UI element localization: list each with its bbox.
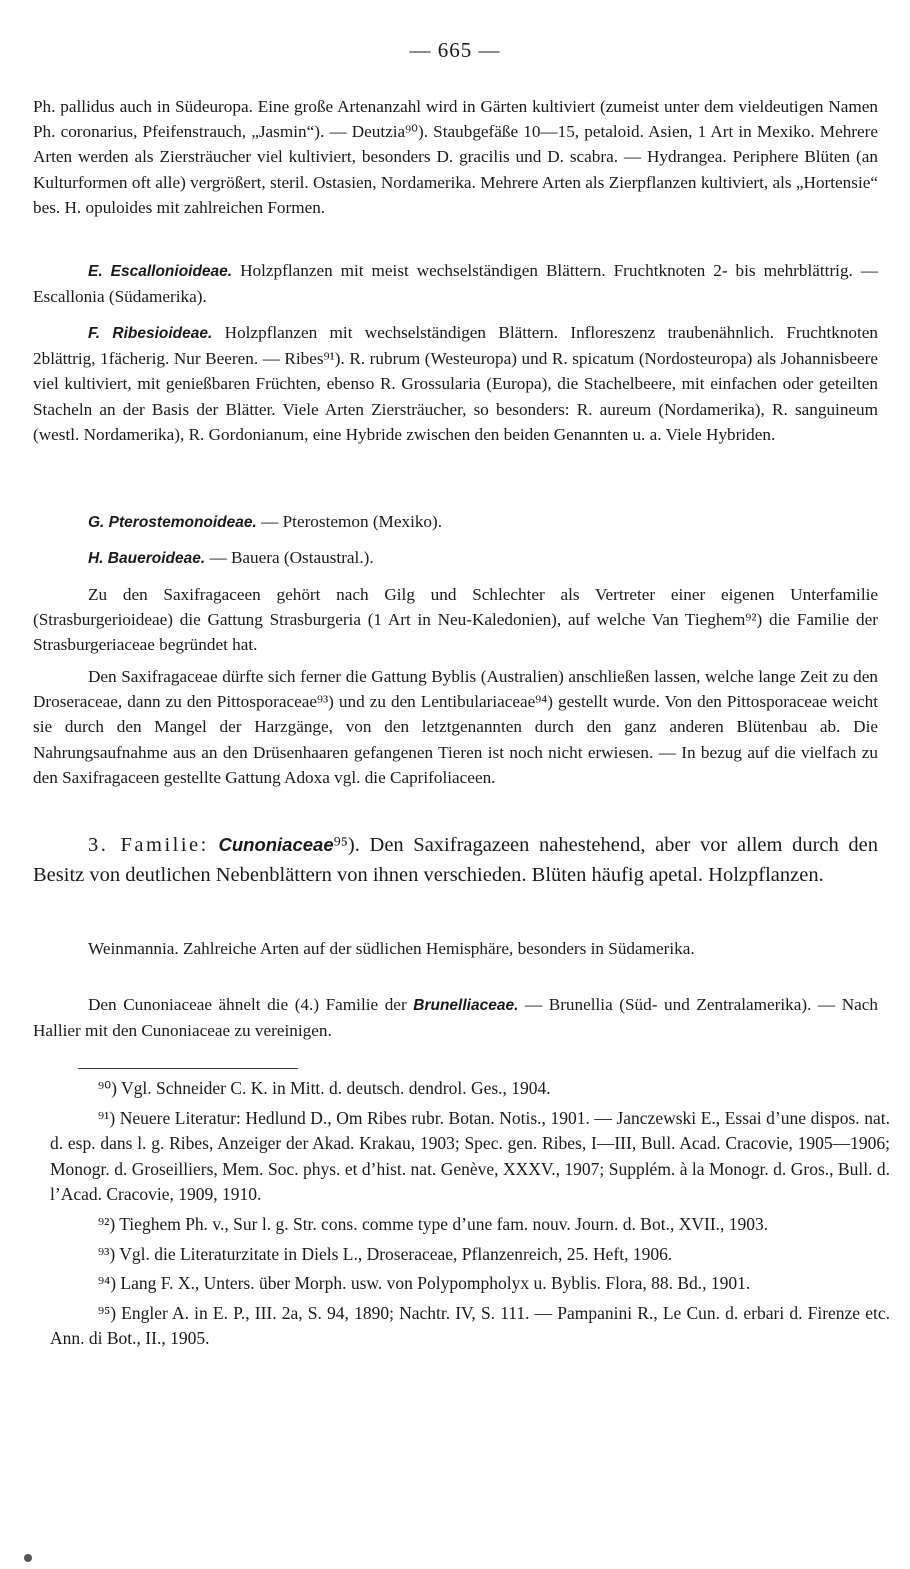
subfamily-label: H. Baueroideae. (88, 550, 206, 567)
footnote-92: ⁹²) Tieghem Ph. v., Sur l. g. Str. cons. comme type d’une fam. nouv. Journ. d. Bot., XVII., 1903. (98, 1213, 769, 1234)
family-heading-cunoniaceae (33, 830, 878, 890)
footnote-divider (78, 1068, 298, 1069)
subfamily-escallonioideae (33, 258, 878, 309)
paragraph-byblis: Den Saxifragaceae dürfte sich ferner die Gattung Byblis (Australien) anschließen lassen, welche lange Zeit zu den Droseraceae, dann zu den Pittosporaceae⁹³) und zu den Lentibulariaceae⁹⁴) gestellt wurde. Von den Pittosporaceae weicht sie durch den Mangel der Harzgänge, von den letztgenannten durch den ganz anderen Blütenbau ab. Die Nahrungsaufnahme aus an den Drüsenhaaren gefangenen Tieren ist noch nicht erwiesen. — In bezug auf die vielfach zu den Saxifragaceen gestellte Gattung Adoxa vgl. die Caprifoliaceen. (33, 667, 878, 787)
page-number: — 665 — (409, 38, 501, 62)
brunellia-text-2: — Brunellia (Süd- und Zentralamerika). — Nach Hallier mit den Cunoniaceae zu vereinigen. (33, 995, 879, 1041)
subfamily-text: — Bauera (Ostaustral.). (209, 548, 374, 567)
family-description: ⁹⁵). Den Saxifragazeen nahestehend, aber vor allem durch den Besitz von deutlichen Nebenblättern von ihnen verschieden. Blüten häufig apetal. Holzpflanzen. (33, 834, 879, 886)
footnotes (50, 1076, 890, 1356)
paragraph-strasburgeria: Zu den Saxifragaceen gehört nach Gilg und Schlechter als Vertreter einer eigenen Unterfamilie (Strasburgerioideae) die Gattung Strasburgeria (1 Art in Neu-Kaledonien), auf welche Van Tieghem⁹²) die Familie der Strasburgeriaceae begründet hat. (33, 585, 878, 655)
footnote-93: ⁹³) Vgl. die Literaturzitate in Diels L., Droseraceae, Pflanzenreich, 25. Heft, 1906. (98, 1243, 673, 1264)
footnote-90: ⁹⁰) Vgl. Schneider C. K. in Mitt. d. deutsch. dendrol. Ges., 1904. (98, 1078, 551, 1098)
subfamily-label: E. Escallonioideae. (88, 263, 233, 280)
paragraph-philadelphus-hydrangea: Ph. pallidus auch in Südeuropa. Eine große Artenanzahl wird in Gärten kultiviert (zumeist unter dem vieldeutigen Namen Ph. coronarius, Pfeifenstrauch, „Jasmin“). — Deutzia⁹⁰). Staubgefäße 10—15, petaloid. Asien, 1 Art in Mexiko. Mehrere Arten werden als Ziersträucher viel kultiviert, besonders D. gracilis und D. scabra. — Hydrangea. Periphere Blüten (an Kulturformen oft alle) vergrößert, steril. Ostasien, Nordamerika. Mehrere Arten als Zierpflanzen kultiviert, als „Hortensie“ bes. H. opuloides mit zahlreichen Formen. (33, 97, 878, 217)
brunelliaceae-label: Brunelliaceae. (413, 997, 519, 1014)
family-name: Cunoniaceae (218, 834, 334, 855)
scan-speck (24, 1554, 32, 1562)
footnote-94: ⁹⁴) Lang F. X., Unters. über Morph. usw. von Polypompholyx u. Byblis. Flora, 88. Bd., 1901. (98, 1273, 751, 1294)
subfamily-label: G. Pterostemonoideae. (88, 514, 257, 531)
footnote-95: ⁹⁵) Engler A. in E. P., III. 2a, S. 94, 1890; Nachtr. IV, S. 111. — Pampanini R., Le Cun. d. erbari d. Firenze etc. Ann. di Bot., II., 1905. (50, 1302, 890, 1349)
subfamily-baueroideae (33, 545, 878, 571)
subfamily-pterostemonoideae (33, 509, 878, 535)
paragraph-weinmannia: Weinmannia. Zahlreiche Arten auf der südlichen Hemisphäre, besonders in Südamerika. (88, 939, 695, 958)
family-number: 3. Familie: (88, 834, 209, 856)
footnote-91: ⁹¹) Neuere Literatur: Hedlund D., Om Ribes rubr. Botan. Notis., 1901. — Janczewski E., Essai d’une dispos. nat. d. esp. dans l. g. Ribes, Anzeiger der Akad. Krakau, 1903; Spec. gen. Ribes, I—III, Bull. Acad. Cracovie, 1905—1906; Monogr. d. Groseilliers, Mem. Soc. phys. et d’hist. nat. Genève, XXXV., 1907; Supplém. à la Monogr. d. Gros., Bull. d. l’Acad. Cracovie, 1909, 1910. (50, 1107, 890, 1205)
subfamily-label: F. Ribesioideae. (88, 325, 213, 342)
subfamily-text: Holzpflanzen mit wechselständigen Blättern. Infloreszenz traubenähnlich. Fruchtknoten 2blättrig, 1fächerig. Nur Beeren. — Ribes⁹¹). R. rubrum (Westeuropa) und R. spicatum (Nordosteuropa) als Johannisbeere viel kultiviert, mit genießbaren Früchten, ebenso R. Grossularia (Europa), die Stachelbeere, mit einfachen oder geteilten Stacheln an der Basis der Blätter. Viele Arten Ziersträucher, so besonders: R. aureum (Nordamerika), R. sanguineum (westl. Nordamerika), R. Gordonianum, eine Hybride zwischen den beiden Genannten u. a. Viele Hybriden. (33, 323, 879, 444)
brunellia-text-1: Den Cunoniaceae ähnelt die (4.) Familie der (88, 995, 407, 1014)
paragraph-brunellia (33, 992, 878, 1043)
subfamily-ribesioideae (33, 320, 878, 447)
subfamily-text: — Pterostemon (Mexiko). (261, 512, 443, 531)
subfamily-text: Holzpflanzen mit meist wechselständigen Blättern. Fruchtknoten 2- bis mehrblättrig. — Escallonia (Südamerika). (33, 261, 879, 307)
